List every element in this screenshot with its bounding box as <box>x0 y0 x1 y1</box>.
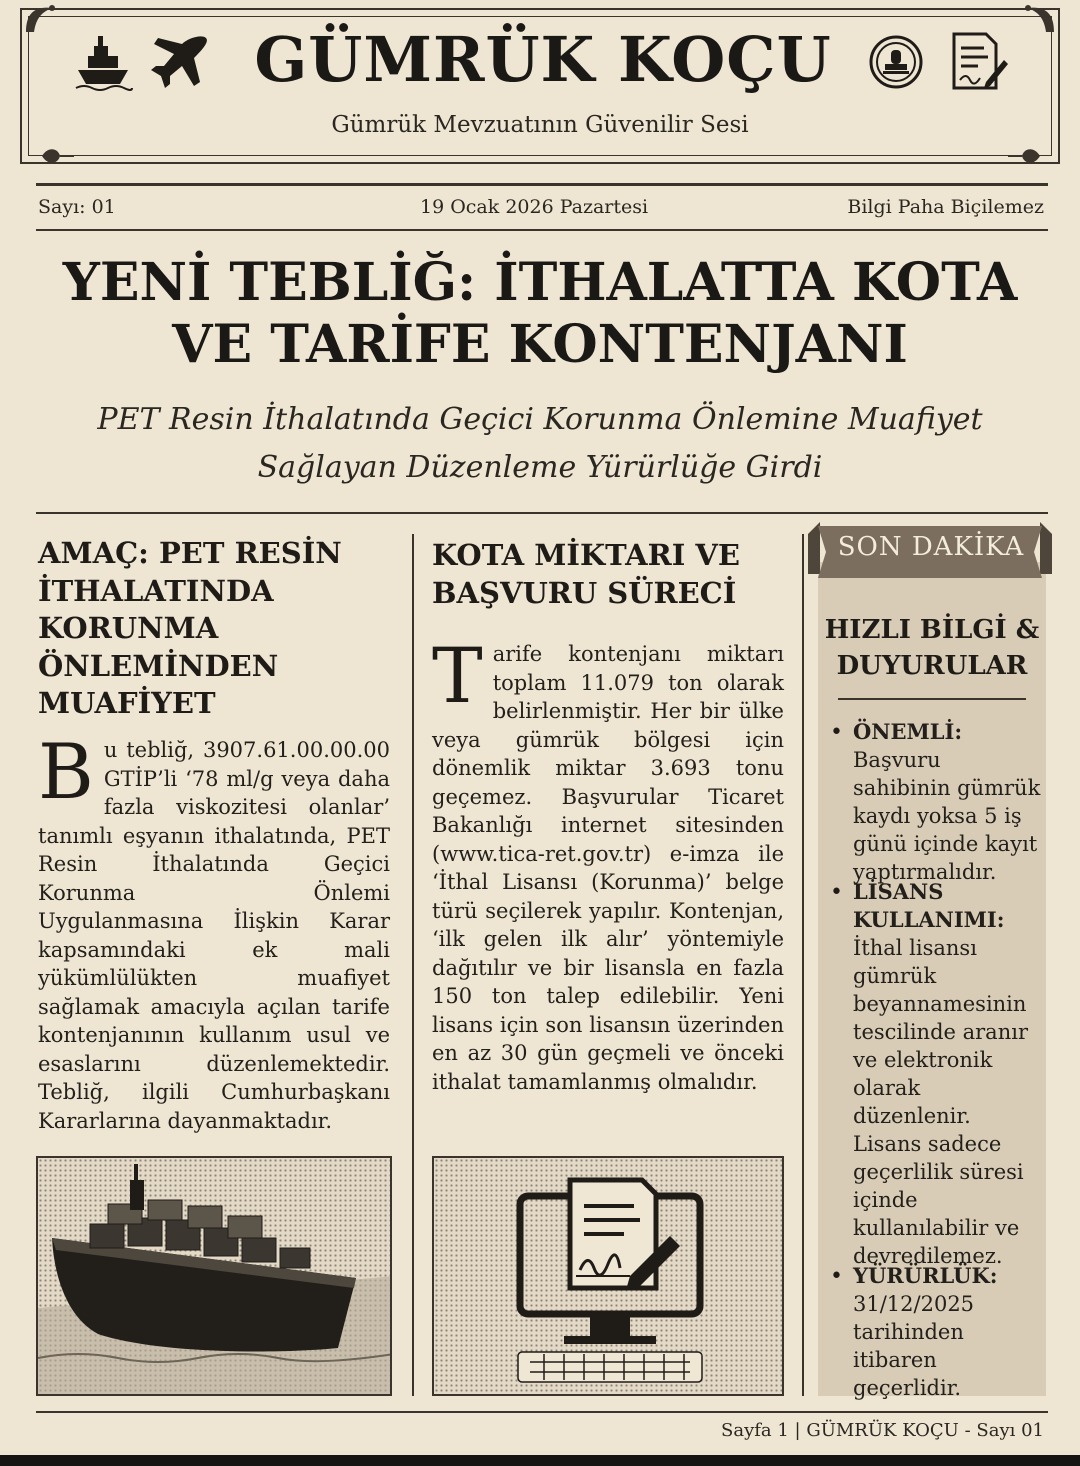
masthead-title: GÜMRÜK KOÇU <box>254 23 832 96</box>
main-headline <box>30 252 1050 376</box>
motto: Bilgi Paha Biçilemez <box>847 196 1044 218</box>
bottom-edge <box>0 1455 1080 1466</box>
column2-text: arife kontenjanı miktarı toplam 11.079 ton olarak belirlenmiştir. Her bir ülke veya gümrük bölgesi için dönemlik miktar 3.693 tonu geçemez. Başvurular Ticaret Bakanlığı internet sitesinden (www.tica-ret.gov.tr) e-imza ile ‘İthal Lisansı (Korunma)’ belge türü seçilerek yapılır. Kontenjan, ‘ilk gelen ilk alır’ yöntemiyle dağıtılır ve bir lisansla en fazla 150 ton talep edilebilir. Yeni lisans için son lisansın üzerinden en az 30 gün geçmeli ve önceki ithalat tamamlanmış olmalıdır. <box>432 642 784 1094</box>
sidebar-item-label: ÖNEMLİ: <box>853 719 963 744</box>
dropcap: T <box>432 631 483 720</box>
divider <box>36 1411 1048 1413</box>
sidebar-item <box>853 718 1041 886</box>
divider <box>36 183 1048 186</box>
column2-body <box>432 631 784 1096</box>
divider <box>36 512 1048 514</box>
sub-headline <box>40 396 1040 492</box>
ornament-icon <box>36 136 76 176</box>
ribbon-label: SON DAKİKA <box>837 532 1025 562</box>
sidebar-item <box>853 878 1041 1270</box>
issue-number: Sayı: 01 <box>38 196 116 218</box>
column1-title: AMAÇ: PET RESİN İTHALATINDA KORUNMA ÖNLEMİNDEN MUAFİYET <box>38 536 342 720</box>
sidebar-item-label: LİSANS KULLANIMI: <box>853 879 1005 932</box>
stamp-icon <box>868 34 924 90</box>
ornament-icon <box>22 2 62 42</box>
column1-text: u tebliğ, 3907.61.00.00.00 GTİP’li ‘78 ml/g veya daha fazla viskozitesi olanlar’ tanımlı eşyanın ithalatında, PET Resin İthalatında Geçici Korunma Önlemi Uygulanmasına İlişkin Karar kapsamındaki ek mali yükümlülükten muafiyet sağlamak amacıyla açılan tarife kontenjanının kullanım usul ve esaslarını düzenlemektedir. Tebliğ, ilgili Cumhurbaşkanı Kararlarına dayanmaktadır. <box>38 738 390 1133</box>
column-divider <box>802 534 804 1396</box>
sidebar-item-text: Başvuru sahibinin gümrük kaydı yoksa 5 iş günü içinde kayıt yaptırmalıdır. <box>853 748 1041 884</box>
column-divider <box>412 534 414 1396</box>
airplane-icon <box>148 32 212 92</box>
sidebar-item-text: İthal lisansı gümrük beyannamesinin tescilinde aranır ve elektronik olarak düzenlenir. Lisans sadece geçerlilik süresi içinde kullanılabilir ve devredilemez. <box>853 936 1028 1268</box>
bullet-icon: • <box>830 720 843 745</box>
bullet-icon: • <box>830 880 843 905</box>
sidebar-item-text: 31/12/2025 tarihinden itibaren geçerlidir. <box>853 1292 975 1400</box>
headline-line: VE TARİFE KONTENJANI <box>172 314 908 375</box>
dropcap: B <box>38 727 94 816</box>
issue-date: 19 Ocak 2026 Pazartesi <box>420 196 649 218</box>
document-sign-icon <box>946 30 1008 92</box>
sidebar-title: HIZLI BİLGİ & DUYURULAR <box>824 615 1040 681</box>
divider <box>36 229 1048 231</box>
subheadline-line: Sağlayan Düzenleme Yürürlüğe Girdi <box>257 450 823 485</box>
ornament-icon <box>1018 2 1058 42</box>
column1-body <box>38 727 390 1135</box>
computer-e-signature-illustration <box>432 1156 784 1396</box>
cargo-ship-illustration <box>36 1156 392 1396</box>
headline-line: YENİ TEBLİĞ: İTHALATTA KOTA <box>62 252 1018 313</box>
ornament-icon <box>1006 136 1046 176</box>
column2-title: KOTA MİKTARI VE BAŞVURU SÜRECİ <box>432 538 741 610</box>
subheadline-line: PET Resin İthalatında Geçici Korunma Önlemine Muafiyet <box>97 402 983 437</box>
ship-icon <box>72 30 134 92</box>
bullet-icon: • <box>830 1264 843 1289</box>
sidebar-item <box>853 1262 1041 1402</box>
page-footer: Sayfa 1 | GÜMRÜK KOÇU - Sayı 01 <box>721 1420 1044 1441</box>
sidebar-item-label: YÜRÜRLÜK: <box>853 1263 998 1288</box>
divider <box>838 698 1026 700</box>
masthead-subtitle: Gümrük Mevzuatının Güvenilir Sesi <box>331 112 749 138</box>
